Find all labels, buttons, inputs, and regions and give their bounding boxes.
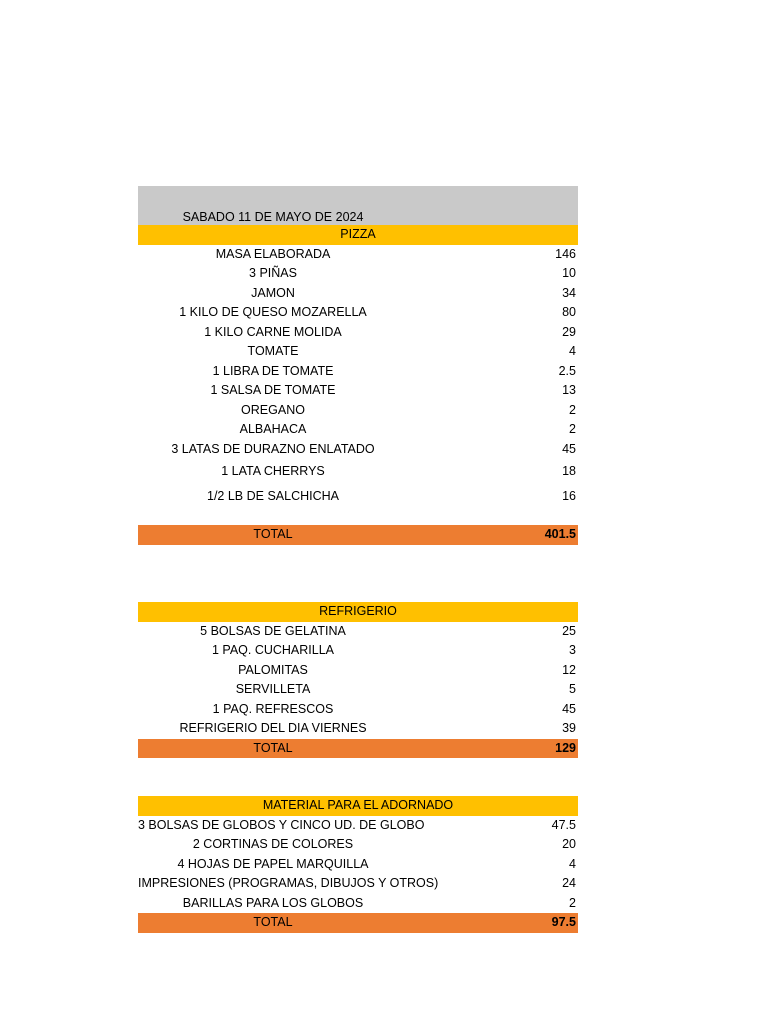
item-label: 3 PIÑAS	[249, 266, 297, 280]
item-label: 1 KILO CARNE MOLIDA	[204, 324, 342, 339]
list-item	[138, 719, 578, 739]
item-label: PALOMITAS	[238, 662, 308, 677]
adornado-section	[138, 796, 578, 933]
list-item	[138, 459, 578, 484]
item-value: 34	[562, 285, 576, 300]
list-item	[138, 680, 578, 700]
list-item	[138, 440, 578, 460]
item-value: 12	[562, 662, 576, 677]
total-value: 129	[555, 740, 576, 755]
list-item	[138, 245, 578, 265]
list-item	[138, 484, 578, 508]
list-item	[138, 661, 578, 681]
list-item	[138, 700, 578, 720]
item-value: 146	[555, 246, 576, 261]
total-band	[138, 525, 578, 545]
total-band	[138, 913, 578, 933]
list-item	[138, 835, 578, 855]
item-label: ALBAHACA	[239, 422, 307, 436]
list-item	[138, 420, 578, 440]
date-header-band	[138, 186, 578, 225]
total-band	[138, 739, 578, 759]
list-item	[138, 894, 578, 914]
item-label: 4 HOJAS DE PAPEL MARQUILLA	[177, 856, 369, 871]
item-value: 4	[569, 856, 576, 871]
item-label: TOMATE	[247, 344, 299, 358]
item-value: 45	[562, 441, 576, 456]
item-label: 1 PAQ. CUCHARILLA	[211, 643, 335, 657]
item-value: 18	[562, 464, 576, 478]
refrigerio-section	[138, 602, 578, 758]
item-label: SERVILLETA	[235, 682, 311, 696]
item-value: 45	[562, 701, 576, 716]
item-value: 39	[562, 721, 576, 735]
item-value: 25	[562, 623, 576, 638]
item-value: 2	[569, 422, 576, 436]
item-value: 80	[562, 305, 576, 319]
item-label: OREGANO	[241, 402, 305, 417]
total-label: TOTAL	[253, 915, 293, 929]
item-label: REFRIGERIO DEL DIA VIERNES	[179, 721, 367, 735]
item-value: 24	[562, 876, 576, 890]
list-item	[138, 816, 578, 836]
total-label: TOTAL	[253, 740, 293, 755]
pizza-section	[138, 186, 578, 508]
item-value: 13	[562, 383, 576, 397]
item-label: 2 CORTINAS DE COLORES	[192, 837, 354, 851]
item-label: JAMON	[251, 285, 295, 300]
item-value: 2.5	[558, 363, 576, 378]
item-value: 20	[562, 837, 576, 851]
list-item	[138, 401, 578, 421]
item-label: 1 KILO DE QUESO MOZARELLA	[179, 305, 367, 319]
pizza-total-row	[138, 525, 578, 545]
item-label: 1 LIBRA DE TOMATE	[212, 363, 334, 378]
list-item	[138, 362, 578, 382]
item-label: 1/2 LB DE SALCHICHA	[207, 489, 339, 503]
list-item	[138, 303, 578, 323]
item-label: 3 LATAS DE DURAZNO ENLATADO	[171, 441, 375, 456]
list-item	[138, 855, 578, 875]
list-item	[138, 622, 578, 642]
total-label: TOTAL	[253, 527, 293, 541]
item-value: 4	[569, 344, 576, 358]
item-value: 2	[569, 402, 576, 417]
list-item	[138, 342, 578, 362]
list-item	[138, 323, 578, 343]
pizza-header: PIZZA	[138, 225, 578, 245]
item-label: BARILLAS PARA LOS GLOBOS	[182, 895, 364, 910]
list-item	[138, 264, 578, 284]
item-value: 47.5	[551, 817, 576, 832]
item-value: 16	[562, 489, 576, 503]
list-item	[138, 284, 578, 304]
list-item	[138, 874, 578, 894]
list-item	[138, 381, 578, 401]
item-value: 29	[562, 324, 576, 339]
item-value: 2	[569, 895, 576, 910]
item-value: 3	[569, 643, 576, 657]
refrigerio-header: REFRIGERIO	[138, 602, 578, 622]
item-label: 3 BOLSAS DE GLOBOS Y CINCO UD. DE GLOBO	[138, 817, 425, 832]
list-item	[138, 641, 578, 661]
item-label: 1 SALSA DE TOMATE	[210, 383, 336, 397]
item-label: 5 BOLSAS DE GELATINA	[200, 623, 346, 638]
total-value: 401.5	[544, 527, 576, 541]
item-label: MASA ELABORADA	[215, 246, 331, 261]
item-label: 1 LATA CHERRYS	[221, 464, 325, 478]
total-value: 97.5	[551, 915, 576, 929]
item-value: 5	[569, 682, 576, 696]
item-label: 1 PAQ. REFRESCOS	[212, 701, 334, 716]
item-label: IMPRESIONES (PROGRAMAS, DIBUJOS Y OTROS)	[138, 876, 439, 890]
date-title: SABADO 11 DE MAYO DE 2024	[182, 210, 364, 224]
item-value: 10	[562, 266, 576, 280]
adornado-header: MATERIAL PARA EL ADORNADO	[138, 796, 578, 816]
